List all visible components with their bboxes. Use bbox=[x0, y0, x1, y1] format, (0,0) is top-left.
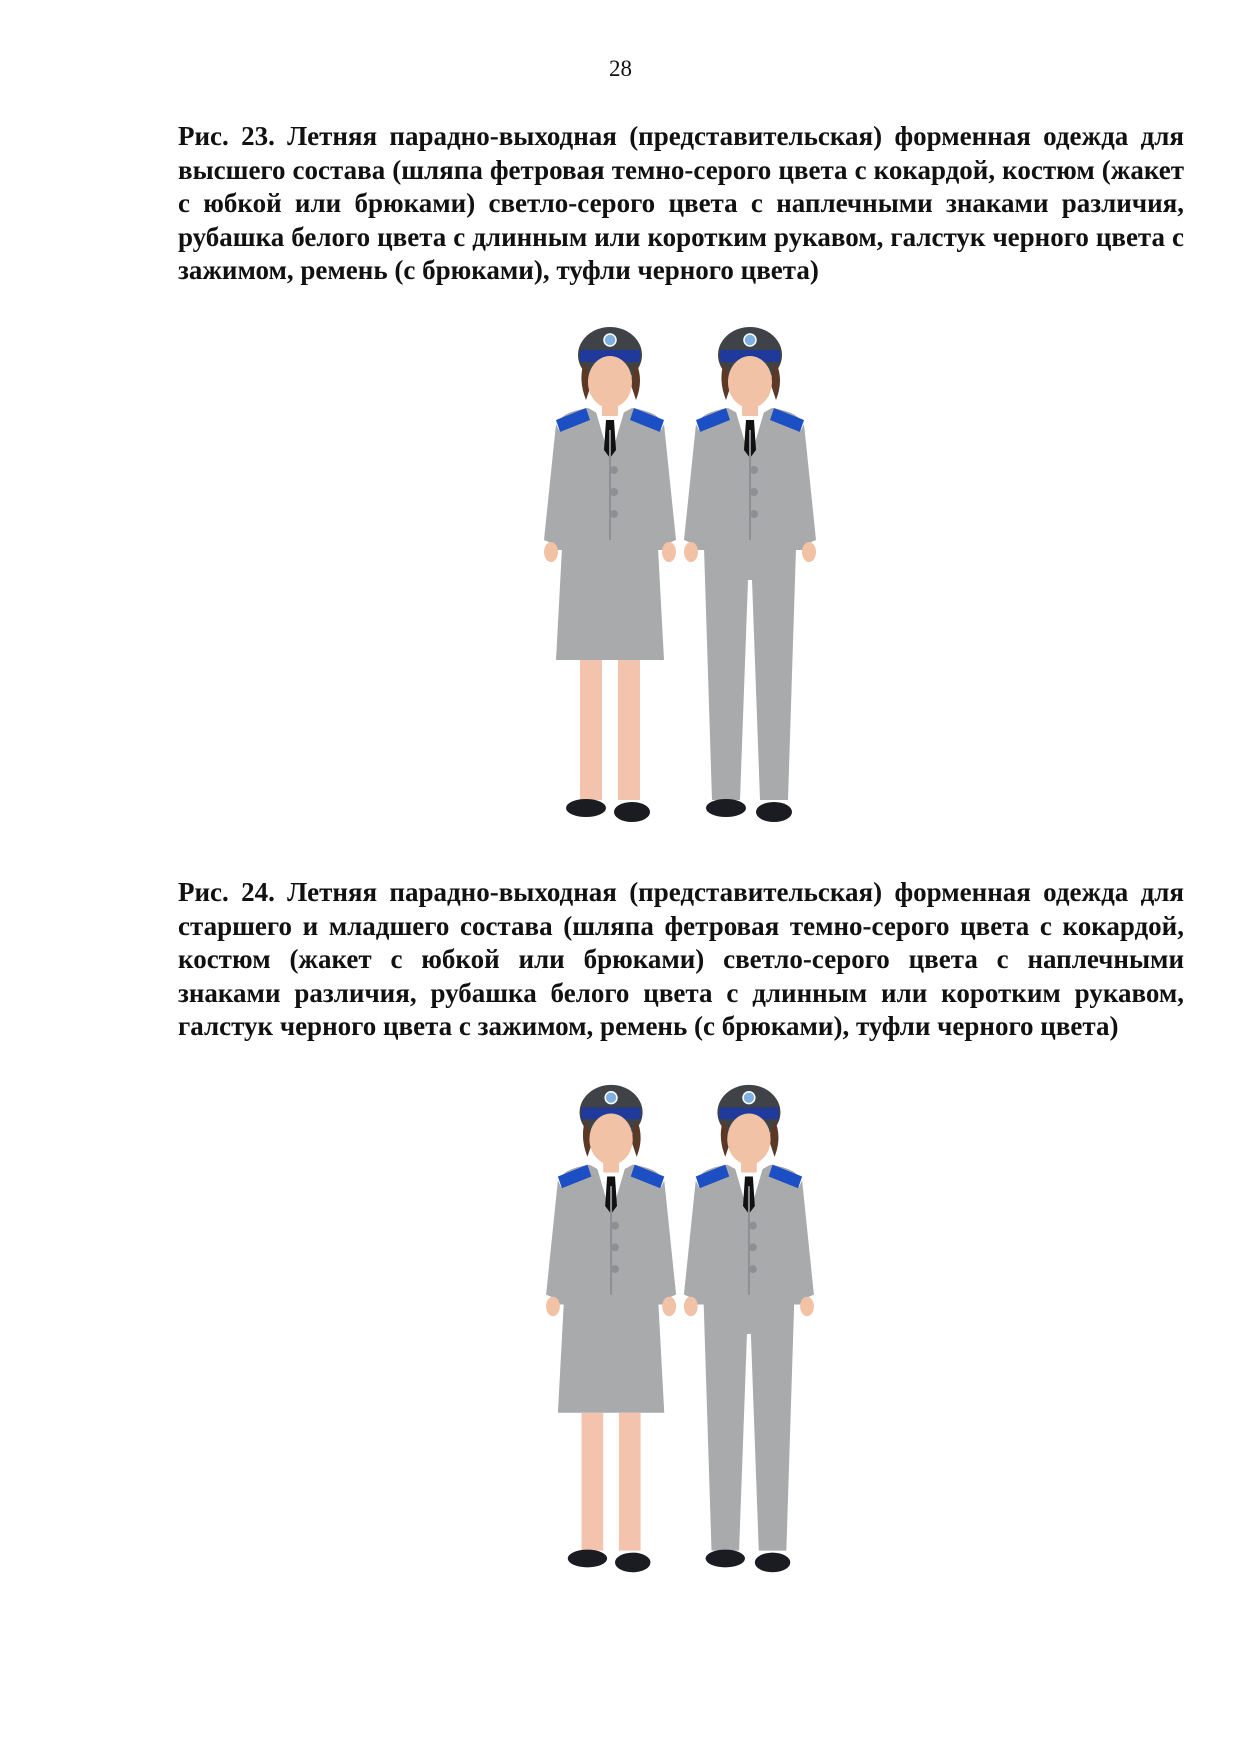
figure-24-caption: Рис. 24. Летняя парадно-выходная (представительская) форменная одежда для старшего и младшего состава (шляпа фетровая темно-серого цвета с кокардой, костюм (жакет с юбкой или брюками) светло-серого цвета с наплечными знаками различия, рубашка белого цвета с длинным или коротким рукавом, галстук черного цвета с зажимом, ремень (с брюками), туфли черного цвета) bbox=[178, 877, 1184, 1041]
uniform-illustration-24 bbox=[540, 1078, 820, 1590]
woman-in-trousers bbox=[684, 1085, 814, 1572]
uniform-illustration-23 bbox=[540, 320, 820, 840]
figure-24-illustration bbox=[540, 1078, 820, 1590]
figure-23-caption: Рис. 23. Летняя парадно-выходная (представительская) форменная одежда для высшего состава (шляпа фетровая темно-серого цвета с кокардой, костюм (жакет с юбкой или брюками) светло-серого цвета с наплечными знаками различия, рубашка белого цвета с длинным или коротким рукавом, галстук черного цвета с зажимом, ремень (с брюками), туфли черного цвета) bbox=[178, 121, 1184, 285]
woman-in-skirt bbox=[546, 1085, 676, 1572]
page-number: 28 bbox=[609, 56, 632, 81]
woman-in-trousers bbox=[684, 327, 816, 822]
woman-in-skirt bbox=[544, 327, 676, 822]
figure-23-illustration bbox=[540, 320, 820, 840]
